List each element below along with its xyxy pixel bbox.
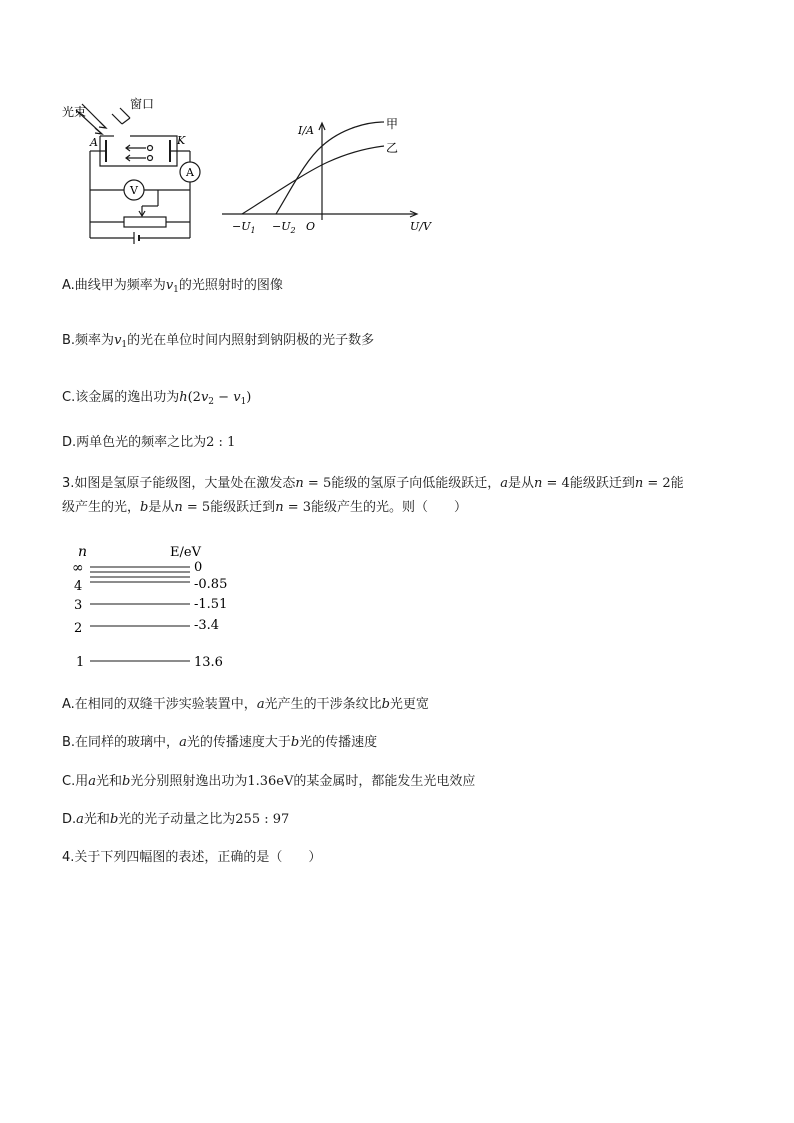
tick-u1-label: $-U_1$ bbox=[232, 220, 256, 235]
q4-stem: 4.关于下列四幅图的表述，正确的是（ ） bbox=[62, 850, 322, 865]
q3-option-b[interactable]: B.在同样的玻璃中，a光的传播速度大于b光的传播速度 bbox=[62, 735, 378, 750]
q3-stem-line-2: 级产生的光，b是从n = 5能级跃迁到n = 3能级产生的光。则（ ） bbox=[62, 500, 468, 515]
window-label: 窗口 bbox=[130, 97, 155, 111]
level-energy-label: -1.51 bbox=[194, 597, 228, 612]
ammeter-label: A bbox=[186, 166, 194, 179]
q2-option-a[interactable]: A.曲线甲为频率为$v_1$的光照射时的图像 bbox=[62, 278, 283, 295]
level-n-label: 2 bbox=[74, 621, 83, 636]
e-header: E/eV bbox=[170, 545, 201, 560]
q3-stem-line-1: 3.如图是氢原子能级图，大量处在激发态n = 5能级的氢原子向低能级跃迁，a是从n = 4能级跃迁到n = 2能 bbox=[62, 476, 684, 491]
current-voltage-graph bbox=[218, 112, 440, 238]
level-n-label: 4 bbox=[74, 579, 83, 594]
q3-option-a[interactable]: A.在相同的双缝干涉实验装置中，a光产生的干涉条纹比b光更宽 bbox=[62, 697, 429, 712]
level-n-label: 1 bbox=[76, 655, 85, 670]
tick-u2-label: $-U_2$ bbox=[272, 220, 296, 235]
curve-jia-label: 甲 bbox=[386, 117, 399, 131]
curve-yi-label: 乙 bbox=[386, 141, 399, 155]
level-energy-label: -3.4 bbox=[194, 618, 220, 633]
q3-option-d[interactable]: D.a光和b光的光子动量之比为255 : 97 bbox=[62, 812, 290, 827]
level-n-label: 3 bbox=[74, 598, 83, 613]
cathode-label: K bbox=[177, 134, 186, 147]
level-energy-label: -0.85 bbox=[194, 577, 228, 592]
level-n-label: ∞ bbox=[72, 560, 84, 576]
level-energy-label: 0 bbox=[194, 560, 203, 575]
n-header: n bbox=[78, 544, 88, 560]
curve-jia bbox=[276, 122, 384, 214]
q2-option-c[interactable]: C.该金属的逸出功为$h(2v_2 - v_1)$ bbox=[62, 390, 252, 407]
photoelectric-circuit-figure bbox=[62, 96, 222, 244]
q2-option-b[interactable]: B.频率为$v_1$的光在单位时间内照射到钠阴极的光子数多 bbox=[62, 333, 375, 350]
voltmeter-label: V bbox=[130, 184, 138, 197]
anode-label: A bbox=[90, 136, 98, 149]
q3-option-c[interactable]: C.用a光和b光分别照射逸出功为1.36eV的某金属时，都能发生光电效应 bbox=[62, 774, 476, 789]
light-beam-label: 光束 bbox=[62, 105, 87, 119]
origin-label: O bbox=[306, 220, 316, 233]
level-energy-label: 13.6 bbox=[194, 655, 223, 670]
q2-option-d[interactable]: D.两单色光的频率之比为2 : 1 bbox=[62, 435, 236, 450]
hydrogen-energy-level-diagram bbox=[66, 540, 256, 670]
i-axis-label: I/A bbox=[298, 124, 314, 137]
u-axis-label: U/V bbox=[410, 220, 431, 233]
